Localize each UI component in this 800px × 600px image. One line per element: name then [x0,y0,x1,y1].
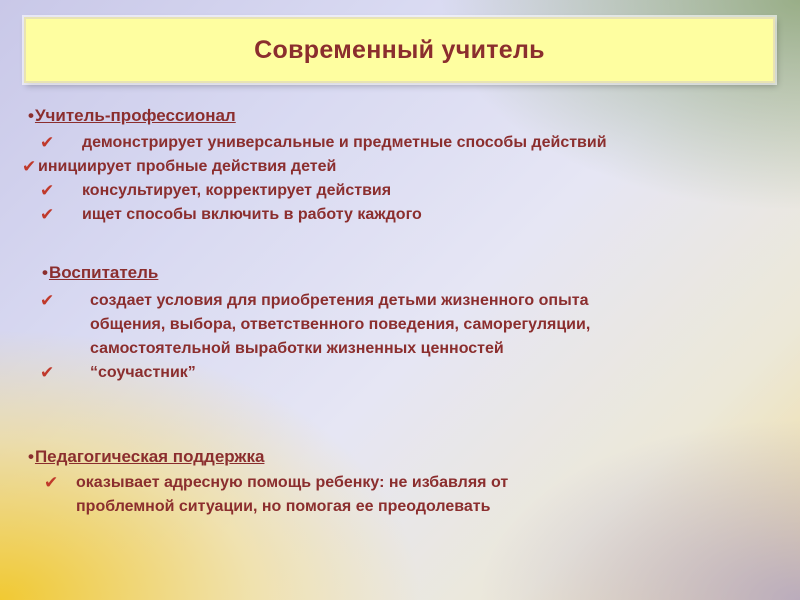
check-icon: ✔ [40,363,55,383]
check-icon: ✔ [40,291,55,311]
bullet-icon: • [28,447,34,466]
list-item: инициирует пробные действия детей [38,158,337,175]
section-heading-label: Педагогическая поддержка [34,447,265,466]
list-item: общения, выбора, ответственного поведения, саморегуляции, [90,316,591,333]
section-heading-label: Учитель-профессионал [34,106,236,125]
list-item: ищет способы включить в работу каждого [82,206,422,223]
list-item: самостоятельной выработки жизненных ценностей [90,340,504,357]
section-heading-educator [42,261,158,285]
check-icon: ✔ [44,473,59,493]
section-heading-support [28,445,264,469]
list-item: демонстрирует универсальные и предметные способы действий [82,134,607,151]
list-item: консультирует, корректирует действия [82,182,392,199]
title-box [24,17,775,83]
list-item: оказывает адресную помощь ребенку: не избавляя от [76,474,509,491]
slide-title: Современный учитель [254,35,545,64]
list-item: проблемной ситуации, но помогая ее преодолевать [76,498,491,515]
check-icon: ✔ [40,181,55,201]
check-icon: ✔ [40,205,55,225]
bullet-icon: • [28,106,34,125]
check-icon: ✔ [22,157,37,177]
section-heading-professional [28,104,236,128]
list-item: “соучастник” [90,364,196,381]
bullet-icon: • [42,263,48,282]
list-item: создает условия для приобретения детьми жизненного опыта [90,292,589,309]
check-icon: ✔ [40,133,55,153]
section-heading-label: Воспитатель [48,263,159,282]
